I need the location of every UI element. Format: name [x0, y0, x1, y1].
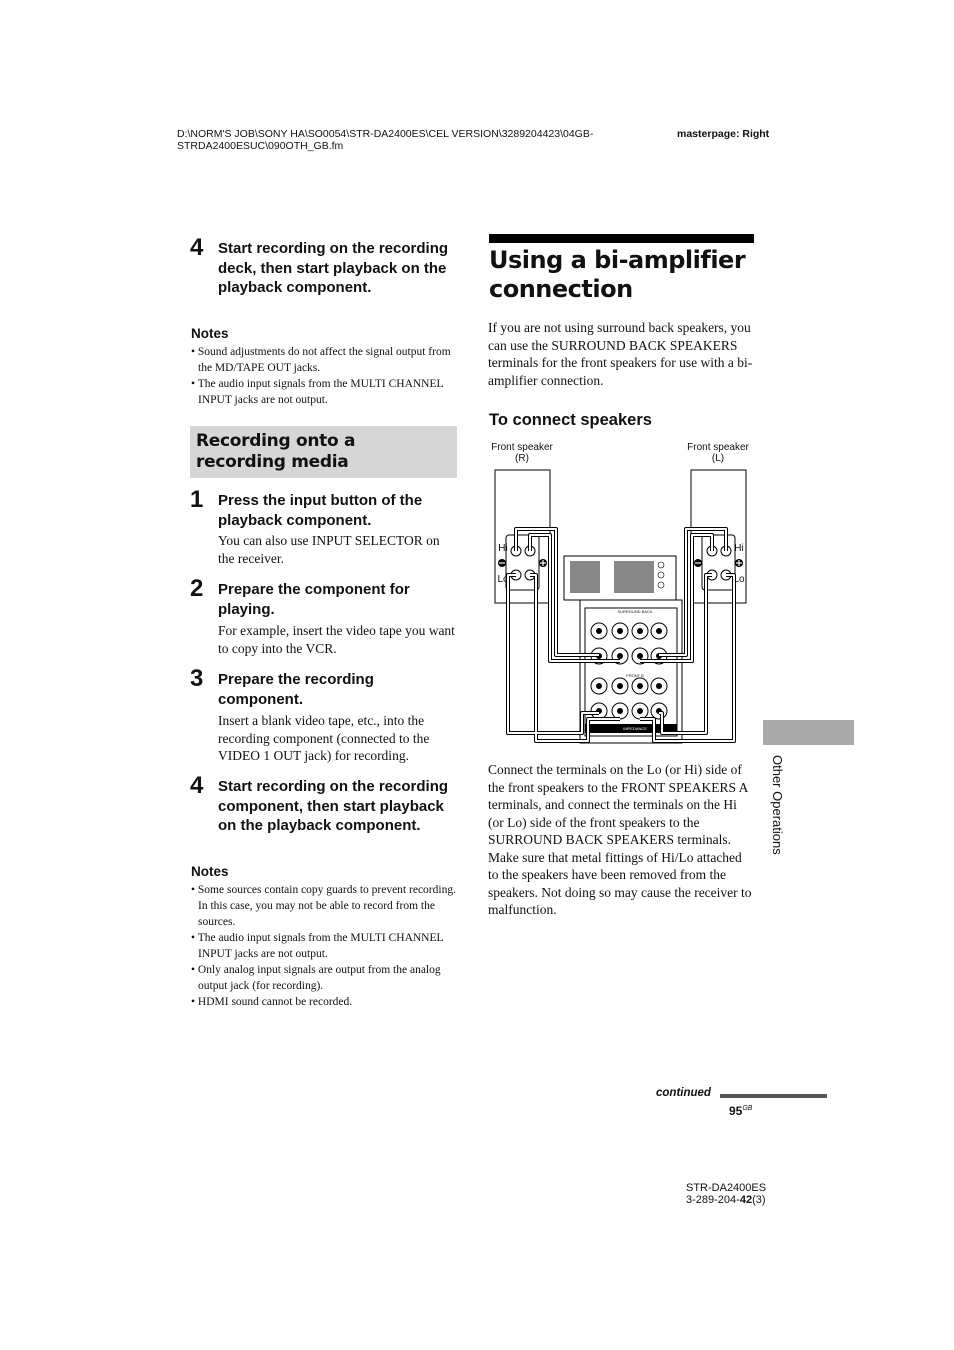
section-title: Recording onto a recording media: [196, 431, 356, 472]
step-body: Insert a blank video tape, etc., into the recording component (connected to the VIDEO 1 OUT jack) for recording.: [218, 713, 430, 763]
file-path-line1: D:\NORM'S JOB\SONY HA\SO0054\STR-DA2400ES\CEL VERSION\3289204423\04GB-: [177, 128, 594, 140]
step-number: 2: [190, 575, 204, 602]
hi-label: Hi: [734, 543, 744, 554]
speaker-side-text: (R): [515, 453, 529, 464]
front-speaker-right-label: [486, 442, 558, 464]
continued-rule: [720, 1094, 827, 1098]
step-number: 1: [190, 486, 204, 513]
code-suffix: (3): [752, 1194, 766, 1206]
step-number: 4: [190, 772, 204, 799]
page-number-suffix: GB: [742, 1105, 753, 1112]
masterpage-label: masterpage: Right: [677, 128, 770, 140]
code-bold: 42: [739, 1194, 753, 1206]
step-heading: Start recording on the recording component, then start playback on the playback component.: [218, 778, 449, 834]
intro-text: If you are not using surround back speakers, you can use the SURROUND BACK SPEAKERS terminals for the front speakers for use with a bi-amplifier connection.: [488, 320, 753, 388]
notes-list: [191, 882, 457, 1010]
step-body: You can also use INPUT SELECTOR on the receiver.: [218, 533, 440, 566]
notes-title: Notes: [191, 326, 229, 341]
speaker-label-text: Front speaker: [687, 442, 749, 453]
page-number-value: 95: [729, 1104, 743, 1118]
subheading: To connect speakers: [489, 411, 652, 429]
continued-label: continued: [656, 1087, 711, 1099]
page-title: Using a bi-amplifier connection: [489, 246, 746, 303]
bi-amp-connection-diagram: [486, 465, 758, 750]
terminal-label: IMPEDANCE: [623, 726, 647, 731]
speaker-label-text: Front speaker: [491, 442, 553, 453]
model-name: STR-DA2400ES: [686, 1182, 767, 1194]
step-body: For example, insert the video tape you want to copy into the VCR.: [218, 623, 455, 656]
step-number: 3: [190, 665, 204, 692]
code-prefix: 3-289-204-: [686, 1194, 740, 1206]
page-number: [729, 1104, 752, 1118]
notes-list: [191, 344, 457, 408]
title-rule: [489, 234, 754, 243]
file-path: [177, 128, 593, 152]
side-tab-label: Other Operations: [770, 755, 785, 855]
connect-instructions: Connect the terminals on the Lo (or Hi) side of the front speakers to the FRONT SPEAKERS A terminals, and connect the terminals on the Hi (or Lo) side of the front speakers to the SURROUND BACK SPEAKERS terminals. Make sure that metal fittings of Hi/Lo attached to the speakers have been removed from the speakers. Not doing so may cause the receiver to malfunction.: [488, 762, 752, 917]
note-item: • The audio input signals from the MULTI CHANNEL INPUT jacks are not output.: [191, 376, 457, 408]
lo-label: Lo: [497, 574, 509, 585]
note-item: • HDMI sound cannot be recorded.: [191, 994, 457, 1010]
step-heading: Prepare the recording component.: [218, 671, 374, 708]
front-speaker-left-label: [682, 442, 754, 464]
lo-label: Lo: [733, 574, 745, 585]
note-item: • Only analog input signals are output from the analog output jack (for recording).: [191, 962, 457, 994]
notes-title: Notes: [191, 864, 229, 879]
note-item: • Some sources contain copy guards to prevent recording. In this case, you may not be able to record from the sources.: [191, 882, 457, 930]
file-path-line2: STRDA2400ESUC\090OTH_GB.fm: [177, 140, 344, 152]
model-code: [686, 1182, 766, 1206]
speaker-side-text: (L): [711, 453, 725, 464]
step-number: 4: [190, 234, 204, 261]
hi-label: Hi: [498, 543, 508, 554]
note-item: • Sound adjustments do not affect the signal output from the MD/TAPE OUT jacks.: [191, 344, 457, 376]
section-heading-box: [190, 426, 457, 478]
terminal-label: SURROUND BACK: [617, 609, 653, 614]
step-heading: Prepare the component for playing.: [218, 581, 410, 618]
step-heading: Press the input button of the playback component.: [218, 492, 423, 529]
step-heading: Start recording on the recording deck, then start playback on the playback component.: [218, 240, 449, 296]
side-tab-marker: [763, 720, 854, 745]
terminal-label: FRONT B: [626, 673, 644, 678]
note-item: • The audio input signals from the MULTI CHANNEL INPUT jacks are not output.: [191, 930, 457, 962]
document-code: [686, 1194, 766, 1206]
